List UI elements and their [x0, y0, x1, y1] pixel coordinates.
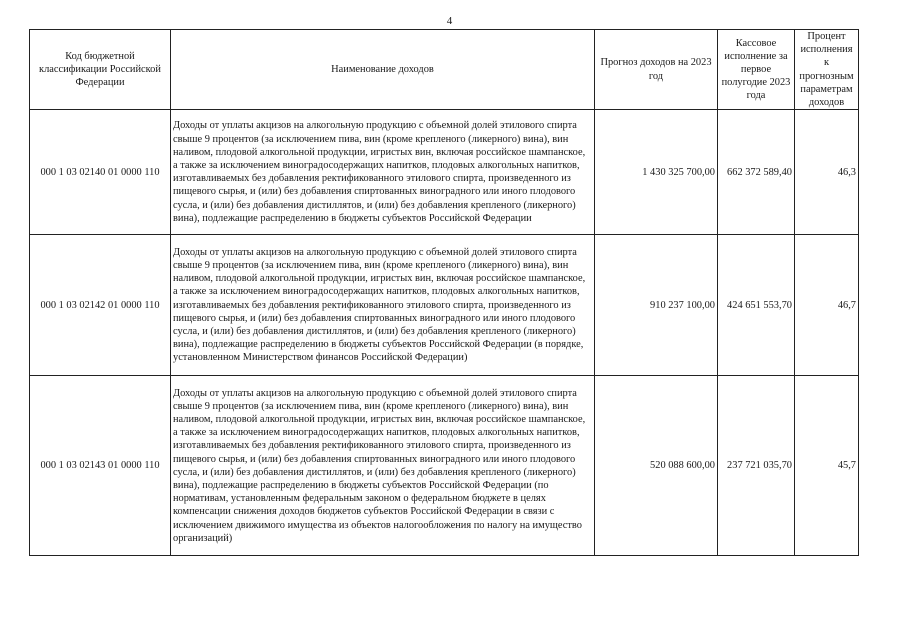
table-row	[30, 376, 859, 556]
forecast-cell: 1 430 325 700,00	[595, 110, 718, 235]
header-percent: Процент исполнения к прогнозным параметрам доходов	[795, 30, 859, 110]
budget-code-cell: 000 1 03 02143 01 0000 110	[30, 376, 171, 556]
revenue-name-cell: Доходы от уплаты акцизов на алкогольную продукцию с объемной долей этилового спирта свыше 9 процентов (за исключением пива, вин (кроме крепленого (ликерного) вина), вин наливом, плодовой алкогольной продукции, игристых вин, включая российское шампанское, а также за исключением виноградосодержащих напитков, плодовых алкогольных напитков, изготавливаемых без добавления ректификованного этилового спирта, произведенного из пищевого сырья, и (или) без добавления спиртованных виноградного или иного плодового сусла, и (или) без добавления дистиллятов, и (или) без добавления крепленого (ликерного) вина), подлежащие распределению в бюджеты субъектов Российской Федерации (в порядке, установленном Министерством финансов Российской Федерации)	[171, 235, 595, 376]
header-forecast: Прогноз доходов на 2023 год	[595, 30, 718, 110]
table-row	[30, 235, 859, 376]
header-name: Наименование доходов	[171, 30, 595, 110]
revenue-table	[29, 29, 859, 556]
budget-code-cell: 000 1 03 02142 01 0000 110	[30, 235, 171, 376]
percent-cell: 46,3	[795, 110, 859, 235]
forecast-cell: 520 088 600,00	[595, 376, 718, 556]
percent-cell: 46,7	[795, 235, 859, 376]
revenue-name-cell: Доходы от уплаты акцизов на алкогольную продукцию с объемной долей этилового спирта свыше 9 процентов (за исключением пива, вин (кроме крепленого (ликерного) вина), вин наливом, плодовой алкогольной продукции, игристых вин, включая российское шампанское, а также за исключением виноградосодержащих напитков, плодовых алкогольных напитков, изготавливаемых без добавления ректификованного этилового спирта, произведенного из пищевого сырья, и (или) без добавления спиртованных виноградного или иного плодового сусла, и (или) без добавления дистиллятов, и (или) без добавления крепленого (ликерного) вина), подлежащие распределению в бюджеты субъектов Российской Федерации (по нормативам, установленным федеральным законом о федеральном бюджете в целях компенсации снижения доходов бюджетов субъектов Российской Федерации в связи с исключением движимого имущества из объектов налогообложения по налогу на имущество организаций)	[171, 376, 595, 556]
cash-execution-cell: 662 372 589,40	[718, 110, 795, 235]
cash-execution-cell: 424 651 553,70	[718, 235, 795, 376]
header-cash-execution: Кассовое исполнение за первое полугодие 2023 года	[718, 30, 795, 110]
table-row	[30, 110, 859, 235]
header-code: Код бюджетной классификации Российской Федерации	[30, 30, 171, 110]
percent-cell: 45,7	[795, 376, 859, 556]
cash-execution-cell: 237 721 035,70	[718, 376, 795, 556]
forecast-cell: 910 237 100,00	[595, 235, 718, 376]
budget-code-cell: 000 1 03 02140 01 0000 110	[30, 110, 171, 235]
table-header-row	[30, 30, 859, 110]
page-number: 4	[446, 15, 453, 27]
revenue-name-cell: Доходы от уплаты акцизов на алкогольную продукцию с объемной долей этилового спирта свыше 9 процентов (за исключением пива, вин (кроме крепленого (ликерного) вина), вин наливом, плодовой алкогольной продукции, игристых вин, включая российское шампанское, а также за исключением виноградосодержащих напитков, плодовых алкогольных напитков, изготавливаемых без добавления ректификованного этилового спирта, произведенного из пищевого сырья, и (или) без добавления спиртованных виноградного или иного плодового сусла, и (или) без добавления дистиллятов, и (или) без добавления крепленого (ликерного) вина), подлежащие распределению в бюджеты субъектов Российской Федерации	[171, 110, 595, 235]
